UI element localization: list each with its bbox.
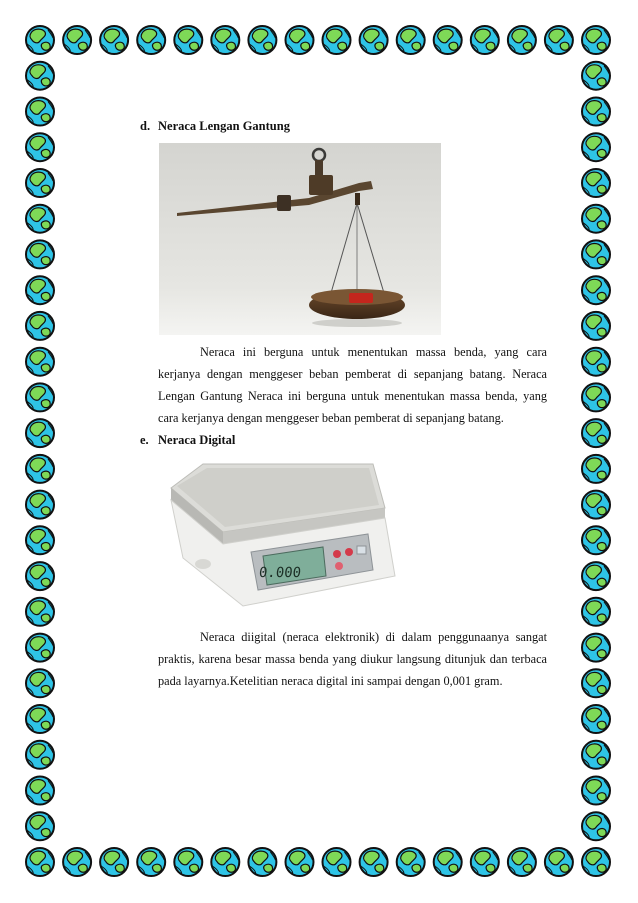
globe-icon: [26, 705, 54, 733]
globe-icon: [323, 848, 351, 876]
globe-icon: [26, 812, 54, 840]
globe-icon: [26, 133, 54, 161]
globe-icon: [582, 133, 610, 161]
globe-icon: [26, 276, 54, 304]
digital-scale-photo: [163, 458, 409, 610]
globe-icon: [26, 491, 54, 519]
globe-icon: [137, 26, 165, 54]
globe-icon: [211, 26, 239, 54]
section-e-heading: [140, 433, 235, 448]
globe-icon: [582, 276, 610, 304]
section-d-heading: [140, 119, 290, 134]
globe-icon: [360, 848, 388, 876]
globe-icon: [26, 26, 54, 54]
globe-icon: [582, 848, 610, 876]
globe-icon: [582, 562, 610, 590]
globe-icon: [26, 312, 54, 340]
scale-display-readout: 0.000: [258, 565, 302, 581]
globe-icon: [582, 705, 610, 733]
globe-icon: [63, 848, 91, 876]
globe-icon: [26, 562, 54, 590]
globe-icon: [174, 848, 202, 876]
globe-icon: [26, 777, 54, 805]
globe-icon: [248, 26, 276, 54]
globe-icon: [26, 383, 54, 411]
globe-icon: [582, 26, 610, 54]
globe-icon: [26, 598, 54, 626]
globe-icon: [286, 848, 314, 876]
globe-icon: [582, 741, 610, 769]
globe-icon: [434, 848, 462, 876]
globe-icon: [360, 26, 388, 54]
globe-icon: [582, 240, 610, 268]
globe-icon: [26, 169, 54, 197]
globe-icon: [26, 526, 54, 554]
globe-icon: [174, 26, 202, 54]
globe-icon: [26, 419, 54, 447]
globe-icon: [434, 26, 462, 54]
globe-icon: [26, 98, 54, 126]
globe-icon: [545, 848, 573, 876]
globe-icon: [26, 634, 54, 662]
globe-icon: [100, 848, 128, 876]
globe-icon: [248, 848, 276, 876]
globe-icon: [582, 491, 610, 519]
globe-icon: [582, 312, 610, 340]
globe-icon: [323, 26, 351, 54]
globe-icon: [286, 26, 314, 54]
section-e-title: Neraca Digital: [158, 433, 236, 447]
globe-icon: [582, 598, 610, 626]
section-e-letter: e.: [140, 433, 149, 447]
globe-icon: [26, 848, 54, 876]
globe-icon: [26, 62, 54, 90]
globe-icon: [582, 98, 610, 126]
section-d-letter: d.: [140, 119, 151, 133]
globe-icon: [582, 419, 610, 447]
globe-icon: [26, 348, 54, 376]
globe-icon: [508, 26, 536, 54]
globe-icon: [582, 634, 610, 662]
section-e-paragraph: [158, 626, 547, 692]
globe-icon: [582, 455, 610, 483]
hanging-arm-balance-photo: [159, 143, 441, 335]
globe-icon: [582, 62, 610, 90]
globe-icon: [582, 777, 610, 805]
globe-icon: [211, 848, 239, 876]
globe-icon: [100, 26, 128, 54]
globe-icon: [26, 741, 54, 769]
globe-icon: [582, 348, 610, 376]
globe-icon: [582, 812, 610, 840]
globe-icon: [582, 669, 610, 697]
globe-icon: [26, 669, 54, 697]
globe-icon: [471, 848, 499, 876]
section-e-paragraph-text: Neraca diigital (neraca elektronik) di dalam penggunaanya sangat praktis, karena besar massa benda yang diukur langsung ditunjuk dan terbaca pada layarnya.Ketelitian neraca digital ini sampai dengan 0,001 gram.: [158, 630, 547, 688]
globe-icon: [508, 848, 536, 876]
globe-icon: [582, 383, 610, 411]
globe-icon: [63, 26, 91, 54]
section-d-title: Neraca Lengan Gantung: [158, 119, 290, 133]
globe-icon: [26, 455, 54, 483]
globe-icon: [582, 169, 610, 197]
globe-icon: [582, 526, 610, 554]
globe-icon: [545, 26, 573, 54]
globe-icon: [582, 205, 610, 233]
globe-icon: [397, 26, 425, 54]
globe-icon: [397, 848, 425, 876]
globe-icon: [137, 848, 165, 876]
section-d-paragraph: [158, 341, 547, 429]
globe-icon: [26, 205, 54, 233]
globe-icon: [26, 240, 54, 268]
section-d-paragraph-text: Neraca ini berguna untuk menentukan massa benda, yang cara kerjanya dengan menggeser beban pemberat di sepanjang batang. Neraca Lengan Gantung Neraca ini berguna untuk menentukan massa benda, yang cara kerjanya dengan menggeser beban pemberat di sepanjang batang.: [158, 345, 547, 425]
globe-icon: [471, 26, 499, 54]
